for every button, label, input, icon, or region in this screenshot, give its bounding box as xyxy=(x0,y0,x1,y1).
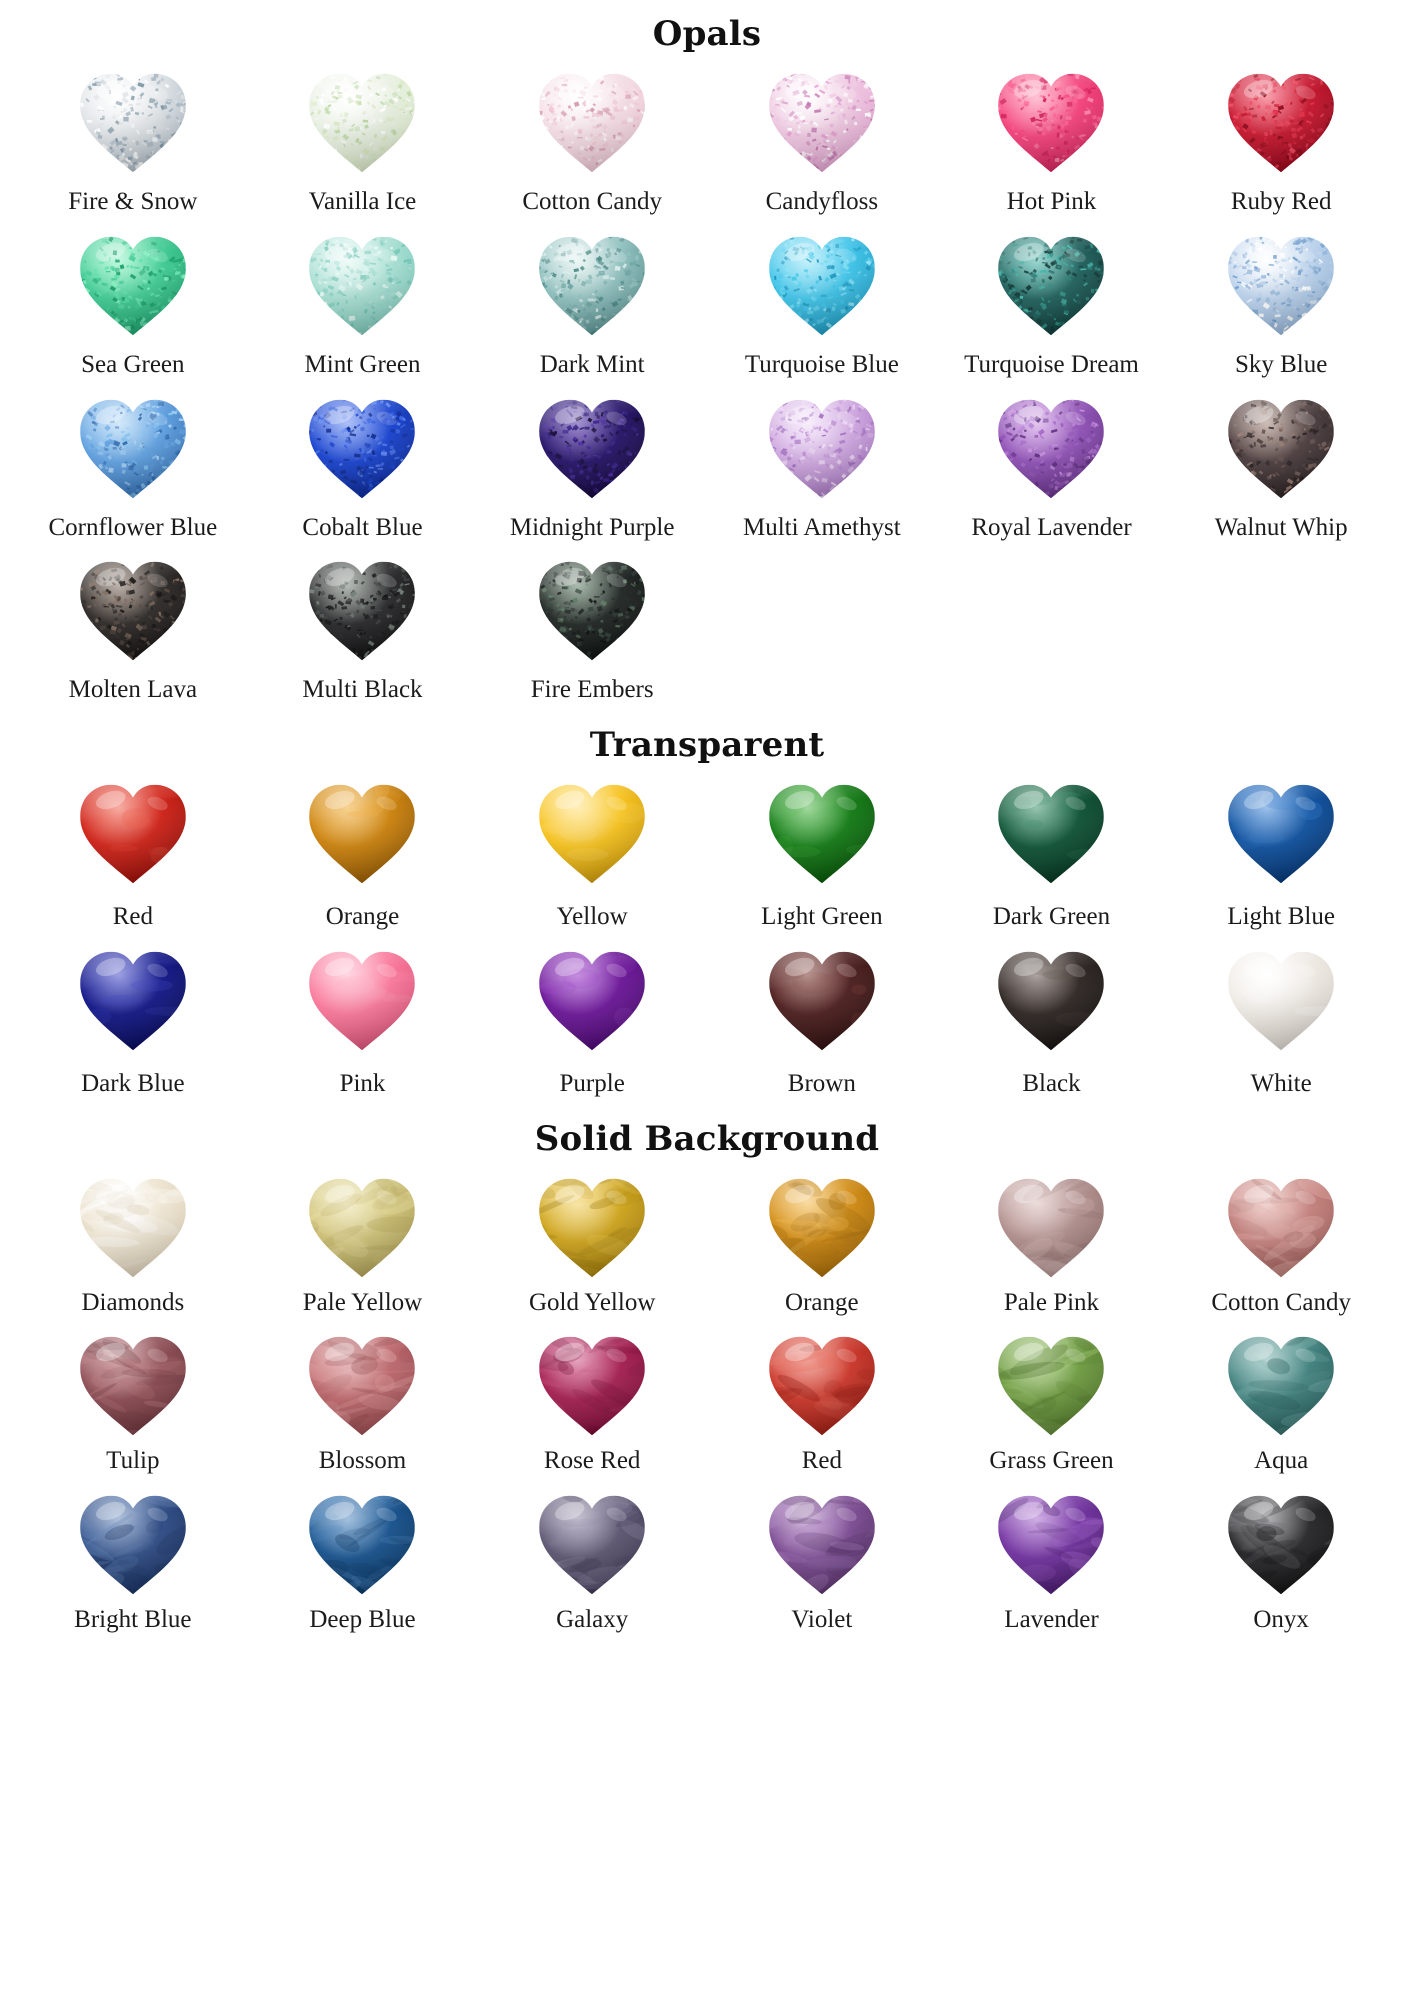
swatch-item[interactable] xyxy=(248,386,478,549)
swatch-item[interactable] xyxy=(707,223,937,386)
swatch-label: Cotton Candy xyxy=(1211,1288,1351,1316)
swatch-label: Turquoise Dream xyxy=(964,350,1139,378)
heart-icon xyxy=(287,68,437,178)
swatch-grid-opals xyxy=(0,60,1414,711)
heart-swatch-graphic xyxy=(518,947,666,1055)
swatch-item[interactable] xyxy=(937,1165,1167,1324)
swatch-label: Sky Blue xyxy=(1234,350,1328,378)
swatch-label: Dark Blue xyxy=(81,1069,185,1097)
heart-icon xyxy=(1206,1490,1356,1600)
swatch-label: Blossom xyxy=(318,1447,407,1475)
swatch-label: Grass Green xyxy=(989,1447,1114,1475)
swatch-label: Dark Green xyxy=(992,903,1111,930)
swatch-label: Violet xyxy=(791,1606,853,1633)
heart-icon xyxy=(287,1331,437,1441)
swatch-label: Deep Blue xyxy=(309,1606,416,1633)
heart-icon xyxy=(976,231,1126,341)
swatch-item[interactable] xyxy=(937,223,1167,386)
heart-swatch-graphic xyxy=(977,1332,1125,1440)
swatch-label: Purple xyxy=(559,1069,625,1097)
heart-icon xyxy=(747,1490,897,1600)
heart-swatch-graphic xyxy=(59,1491,207,1599)
swatch-item[interactable] xyxy=(1166,1482,1396,1641)
swatch-item[interactable] xyxy=(707,938,937,1105)
heart-swatch-graphic xyxy=(748,232,896,340)
swatch-label: Red xyxy=(112,903,153,930)
heart-icon xyxy=(287,1173,437,1283)
swatch-label: Orange xyxy=(785,1288,859,1316)
heart-icon xyxy=(287,231,437,341)
heart-swatch-graphic xyxy=(1207,947,1355,1055)
heart-swatch-graphic xyxy=(1207,69,1355,177)
swatch-item[interactable] xyxy=(1166,60,1396,223)
swatch-label: Lavender xyxy=(1004,1606,1099,1633)
swatch-item[interactable] xyxy=(477,60,707,223)
heart-swatch-graphic xyxy=(518,232,666,340)
swatch-label: Hot Pink xyxy=(1006,188,1097,215)
heart-swatch-graphic xyxy=(977,947,1125,1055)
heart-icon xyxy=(58,779,208,889)
swatch-label: Royal Lavender xyxy=(971,513,1132,541)
heart-icon xyxy=(747,68,897,178)
heart-icon xyxy=(517,946,667,1056)
heart-swatch-graphic xyxy=(1207,395,1355,503)
swatch-item[interactable] xyxy=(937,938,1167,1105)
swatch-label: Yellow xyxy=(556,903,628,930)
heart-icon xyxy=(517,779,667,889)
swatch-item[interactable] xyxy=(477,1323,707,1482)
heart-swatch-graphic xyxy=(288,947,436,1055)
swatch-item[interactable] xyxy=(707,1165,937,1324)
heart-swatch-graphic xyxy=(748,1174,896,1282)
swatch-item[interactable] xyxy=(477,1482,707,1641)
swatch-label: Cobalt Blue xyxy=(302,513,423,541)
swatch-label: Pink xyxy=(339,1069,386,1097)
swatch-item[interactable] xyxy=(248,938,478,1105)
heart-swatch-graphic xyxy=(748,947,896,1055)
swatch-item[interactable] xyxy=(248,223,478,386)
heart-icon xyxy=(976,1331,1126,1441)
heart-icon xyxy=(1206,68,1356,178)
swatch-item[interactable] xyxy=(1166,223,1396,386)
heart-icon xyxy=(58,1173,208,1283)
swatch-item[interactable] xyxy=(248,771,478,938)
swatch-item[interactable] xyxy=(707,1482,937,1641)
swatch-item[interactable] xyxy=(18,771,248,938)
swatch-item[interactable] xyxy=(248,1323,478,1482)
swatch-item[interactable] xyxy=(18,60,248,223)
heart-swatch-graphic xyxy=(1207,780,1355,888)
swatch-label: Fire Embers xyxy=(530,676,654,704)
swatch-label: Midnight Purple xyxy=(509,513,675,541)
heart-swatch-graphic xyxy=(288,1332,436,1440)
heart-icon xyxy=(1206,1331,1356,1441)
swatch-item[interactable] xyxy=(707,386,937,549)
heart-swatch-graphic xyxy=(518,1174,666,1282)
heart-swatch-graphic xyxy=(748,1332,896,1440)
heart-swatch-graphic xyxy=(59,947,207,1055)
heart-icon xyxy=(976,1490,1126,1600)
swatch-label: Orange xyxy=(325,903,400,930)
heart-icon xyxy=(58,68,208,178)
swatch-item[interactable] xyxy=(477,1165,707,1324)
swatch-label: Candyfloss xyxy=(765,188,879,215)
heart-swatch-graphic xyxy=(518,69,666,177)
section-title-solid: Solid Background xyxy=(534,1118,880,1159)
heart-swatch-graphic xyxy=(518,1491,666,1599)
heart-icon xyxy=(58,1490,208,1600)
heart-swatch-graphic xyxy=(748,395,896,503)
heart-swatch-graphic xyxy=(288,232,436,340)
heart-swatch-graphic xyxy=(1207,232,1355,340)
swatch-label: Black xyxy=(1022,1069,1081,1097)
heart-swatch-graphic xyxy=(977,1174,1125,1282)
heart-swatch-graphic xyxy=(288,557,436,665)
swatch-item[interactable] xyxy=(477,223,707,386)
heart-swatch-graphic xyxy=(977,69,1125,177)
swatch-item[interactable] xyxy=(1166,1323,1396,1482)
heart-icon xyxy=(58,1331,208,1441)
swatch-item[interactable] xyxy=(18,1165,248,1324)
heart-icon xyxy=(976,68,1126,178)
swatch-item[interactable] xyxy=(937,60,1167,223)
swatch-label: Onyx xyxy=(1253,1606,1309,1633)
swatch-label: Rose Red xyxy=(543,1447,641,1475)
heart-icon xyxy=(517,1490,667,1600)
heart-icon xyxy=(1206,946,1356,1056)
heart-icon xyxy=(517,556,667,666)
heart-swatch-graphic xyxy=(288,780,436,888)
heart-icon xyxy=(58,231,208,341)
heart-icon xyxy=(747,1173,897,1283)
swatch-label: Mint Green xyxy=(304,350,421,378)
swatch-label: Cornflower Blue xyxy=(48,513,218,541)
section-title-transparent: Transparent xyxy=(589,725,825,765)
heart-icon xyxy=(747,946,897,1056)
swatch-item[interactable] xyxy=(1166,771,1396,938)
section-title-opals: Opals xyxy=(652,14,762,54)
heart-icon xyxy=(517,1331,667,1441)
heart-icon xyxy=(747,231,897,341)
swatch-item[interactable] xyxy=(477,771,707,938)
heart-icon xyxy=(287,1490,437,1600)
heart-swatch-graphic xyxy=(288,1491,436,1599)
heart-swatch-graphic xyxy=(59,780,207,888)
swatch-item[interactable] xyxy=(477,938,707,1105)
swatch-item[interactable] xyxy=(18,386,248,549)
heart-icon xyxy=(287,779,437,889)
heart-icon xyxy=(58,394,208,504)
heart-swatch-graphic xyxy=(1207,1332,1355,1440)
swatch-label: Multi Black xyxy=(302,676,423,704)
swatch-item[interactable] xyxy=(1166,1165,1396,1324)
heart-swatch-graphic xyxy=(977,395,1125,503)
swatch-item[interactable] xyxy=(18,938,248,1105)
swatch-item[interactable] xyxy=(707,771,937,938)
swatch-item[interactable] xyxy=(248,60,478,223)
swatch-item[interactable] xyxy=(1166,938,1396,1105)
heart-icon xyxy=(517,1173,667,1283)
swatch-label: Turquoise Blue xyxy=(744,350,899,378)
swatch-label: White xyxy=(1250,1069,1312,1097)
swatch-item[interactable] xyxy=(937,1482,1167,1641)
swatch-label: Dark Mint xyxy=(539,350,645,378)
heart-swatch-graphic xyxy=(59,395,207,503)
swatch-label: Tulip xyxy=(106,1447,160,1475)
heart-icon xyxy=(747,779,897,889)
swatch-item[interactable] xyxy=(937,386,1167,549)
swatch-item[interactable] xyxy=(1166,386,1396,549)
heart-swatch-graphic xyxy=(288,395,436,503)
swatch-label: Vanilla Ice xyxy=(308,188,417,215)
swatch-item[interactable] xyxy=(248,1482,478,1641)
heart-icon xyxy=(58,946,208,1056)
swatch-item[interactable] xyxy=(937,1323,1167,1482)
heart-swatch-graphic xyxy=(288,69,436,177)
swatch-item[interactable] xyxy=(248,548,478,711)
heart-icon xyxy=(976,779,1126,889)
heart-swatch-graphic xyxy=(518,780,666,888)
swatch-label: Sea Green xyxy=(81,350,185,378)
heart-swatch-graphic xyxy=(748,69,896,177)
heart-icon xyxy=(747,1331,897,1441)
swatch-label: Fire & Snow xyxy=(68,188,198,215)
heart-swatch-graphic xyxy=(748,1491,896,1599)
heart-swatch-graphic xyxy=(977,1491,1125,1599)
swatch-label: Pale Pink xyxy=(1003,1288,1100,1316)
heart-swatch-graphic xyxy=(59,1174,207,1282)
swatch-label: Galaxy xyxy=(556,1606,629,1633)
heart-icon xyxy=(1206,231,1356,341)
heart-swatch-graphic xyxy=(288,1174,436,1282)
swatch-item[interactable] xyxy=(18,223,248,386)
heart-icon xyxy=(976,946,1126,1056)
swatch-label: Light Green xyxy=(761,903,883,930)
heart-icon xyxy=(287,394,437,504)
swatch-grid-solid xyxy=(0,1165,1414,1641)
swatch-label: Bright Blue xyxy=(74,1606,192,1633)
swatch-item[interactable] xyxy=(707,1323,937,1482)
heart-icon xyxy=(976,394,1126,504)
heart-swatch-graphic xyxy=(59,69,207,177)
heart-swatch-graphic xyxy=(59,1332,207,1440)
heart-icon xyxy=(287,556,437,666)
heart-icon xyxy=(517,394,667,504)
swatch-label: Red xyxy=(801,1447,842,1475)
swatch-label: Brown xyxy=(787,1069,856,1097)
heart-swatch-graphic xyxy=(748,780,896,888)
swatch-item[interactable] xyxy=(477,548,707,711)
heart-icon xyxy=(58,556,208,666)
swatch-label: Multi Amethyst xyxy=(743,513,901,541)
heart-swatch-graphic xyxy=(518,557,666,665)
heart-swatch-graphic xyxy=(518,395,666,503)
heart-swatch-graphic xyxy=(977,232,1125,340)
heart-swatch-graphic xyxy=(1207,1491,1355,1599)
swatch-item[interactable] xyxy=(248,1165,478,1324)
swatch-label: Light Blue xyxy=(1227,903,1335,930)
heart-icon xyxy=(976,1173,1126,1283)
heart-icon xyxy=(287,946,437,1056)
swatch-label: Walnut Whip xyxy=(1214,513,1348,541)
heart-icon xyxy=(1206,779,1356,889)
swatch-item[interactable] xyxy=(937,771,1167,938)
heart-swatch-graphic xyxy=(1207,1174,1355,1282)
swatch-label: Aqua xyxy=(1254,1447,1309,1475)
heart-icon xyxy=(747,394,897,504)
swatch-label: Cotton Candy xyxy=(522,188,662,215)
swatch-label: Molten Lava xyxy=(68,676,198,704)
heart-swatch-graphic xyxy=(977,780,1125,888)
heart-swatch-graphic xyxy=(518,1332,666,1440)
swatch-item[interactable] xyxy=(18,548,248,711)
swatch-item[interactable] xyxy=(707,60,937,223)
heart-swatch-graphic xyxy=(59,557,207,665)
swatch-label: Diamonds xyxy=(81,1288,185,1316)
heart-icon xyxy=(517,68,667,178)
swatch-item[interactable] xyxy=(18,1482,248,1641)
swatch-grid-transparent xyxy=(0,771,1414,1105)
heart-icon xyxy=(517,231,667,341)
heart-icon xyxy=(1206,394,1356,504)
swatch-label: Pale Yellow xyxy=(302,1288,423,1316)
swatch-label: Gold Yellow xyxy=(528,1288,656,1316)
swatch-item[interactable] xyxy=(18,1323,248,1482)
swatch-item[interactable] xyxy=(477,386,707,549)
swatch-label: Ruby Red xyxy=(1230,188,1332,215)
heart-icon xyxy=(1206,1173,1356,1283)
heart-swatch-graphic xyxy=(59,232,207,340)
